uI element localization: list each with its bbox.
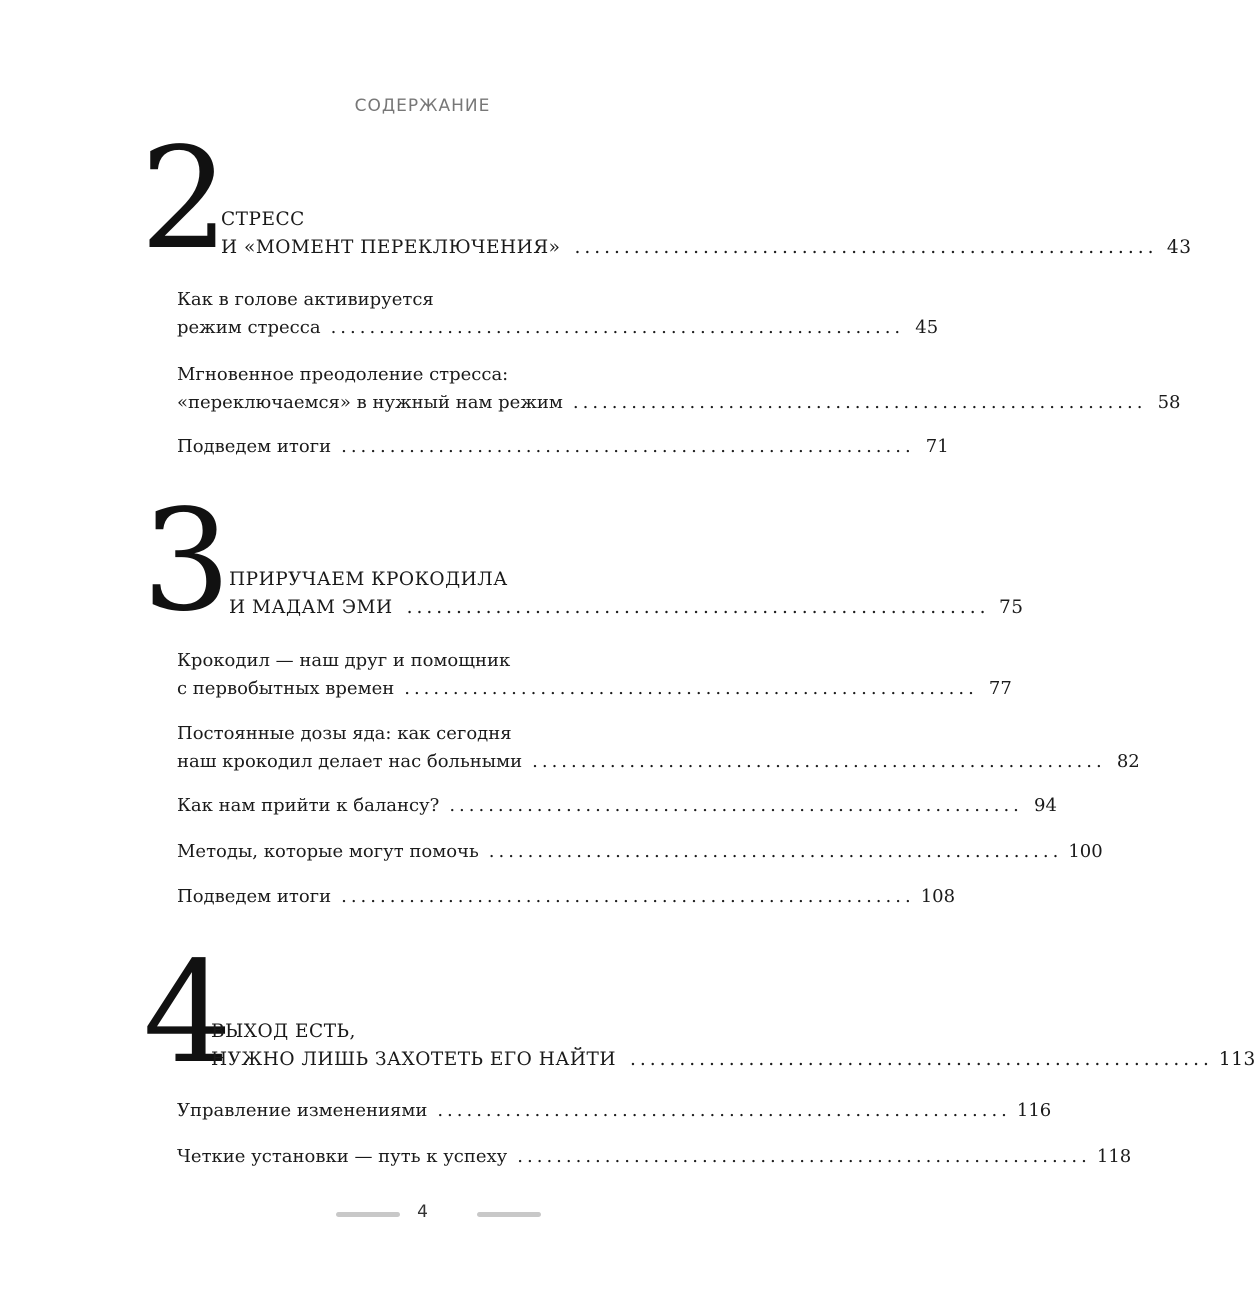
toc-entry[interactable]	[177, 361, 1181, 417]
entry-line2: «переключаемся» в нужный нам режим	[177, 392, 563, 413]
toc-entry[interactable]	[177, 792, 1057, 820]
entry-line1: Как в голове активируется	[177, 289, 434, 310]
entry-line2: с первобытных времен	[177, 678, 395, 699]
chapter-title-line1: СТРЕСС	[221, 209, 305, 230]
entry-line2: режим стресса	[177, 317, 321, 338]
page-number: 108	[920, 886, 956, 907]
entry-line1: Мгновенное преодоление стресса:	[177, 364, 509, 385]
chapter-number: 3	[142, 480, 232, 643]
footer-page-number: 4	[417, 1202, 428, 1222]
chapter-number: 2	[140, 118, 230, 281]
toc-entry[interactable]	[177, 1097, 1052, 1125]
toc-entry[interactable]	[177, 883, 956, 911]
dot-leader: ...........................................................	[341, 886, 915, 907]
entry-title: Как нам прийти к балансу?	[177, 795, 440, 816]
chapter-title-line1: ВЫХОД ЕСТЬ,	[211, 1021, 356, 1042]
toc-entry[interactable]	[177, 838, 1103, 866]
toc-entry[interactable]	[177, 647, 1012, 703]
dot-leader: ...........................................................	[437, 1100, 1011, 1121]
page-number: 43	[1166, 237, 1192, 258]
page-number: 113	[1218, 1049, 1256, 1070]
dot-leader: ...........................................................	[574, 237, 1158, 258]
toc-entry[interactable]	[177, 1143, 1132, 1171]
dot-leader: ...........................................................	[404, 678, 978, 699]
page-number: 82	[1116, 751, 1140, 772]
entry-title: Четкие установки — путь к успеху	[177, 1146, 508, 1167]
dot-leader: ...........................................................	[449, 795, 1023, 816]
page-number: 94	[1034, 795, 1057, 816]
entry-title: Методы, которые могут помочь	[177, 841, 479, 862]
page-number: 100	[1068, 841, 1103, 862]
contents-heading: СОДЕРЖАНИЕ	[354, 96, 491, 116]
chapter-title-line2: НУЖНО ЛИШЬ ЗАХОТЕТЬ ЕГО НАЙТИ	[211, 1049, 616, 1070]
entry-line1: Постоянные дозы яда: как сегодня	[177, 723, 512, 744]
chapter-title-line2: И МАДАМ ЭМИ	[229, 597, 393, 618]
chapter-title[interactable]	[229, 566, 1024, 622]
chapter-title-line1: ПРИРУЧАЕМ КРОКОДИЛА	[229, 569, 508, 590]
dot-leader: ...........................................................	[341, 436, 915, 457]
page-number: 71	[925, 436, 949, 457]
page-number: 75	[999, 597, 1024, 618]
page-footer	[0, 1200, 845, 1228]
dot-leader: ...........................................................	[406, 597, 990, 618]
footer-right-rule	[477, 1212, 541, 1217]
entry-line1: Крокодил — наш друг и помощник	[177, 650, 511, 671]
entry-line2: наш крокодил делает нас больными	[177, 751, 523, 772]
chapter-title[interactable]	[211, 1018, 1256, 1074]
chapter-title[interactable]	[221, 206, 1192, 262]
dot-leader: ...........................................................	[572, 392, 1147, 413]
chapter-number: 4	[143, 932, 233, 1095]
page-number: 45	[915, 317, 939, 338]
page-number: 118	[1096, 1146, 1132, 1167]
dot-leader: ...........................................................	[517, 1146, 1091, 1167]
entry-title: Подведем итоги	[177, 886, 332, 907]
entry-title: Управление изменениями	[177, 1100, 428, 1121]
entry-title: Подведем итоги	[177, 436, 332, 457]
chapter-title-line2: И «МОМЕНТ ПЕРЕКЛЮЧЕНИЯ»	[221, 237, 561, 258]
page-number: 58	[1157, 392, 1181, 413]
toc-entry[interactable]	[177, 286, 939, 342]
dot-leader: ...........................................................	[330, 317, 905, 338]
toc-entry[interactable]	[177, 720, 1140, 776]
page-number: 116	[1016, 1100, 1052, 1121]
dot-leader: ...........................................................	[532, 751, 1106, 772]
dot-leader: ...........................................................	[488, 841, 1063, 862]
page-number: 77	[988, 678, 1012, 699]
toc-entry[interactable]	[177, 433, 949, 461]
dot-leader: ...........................................................	[629, 1049, 1213, 1070]
